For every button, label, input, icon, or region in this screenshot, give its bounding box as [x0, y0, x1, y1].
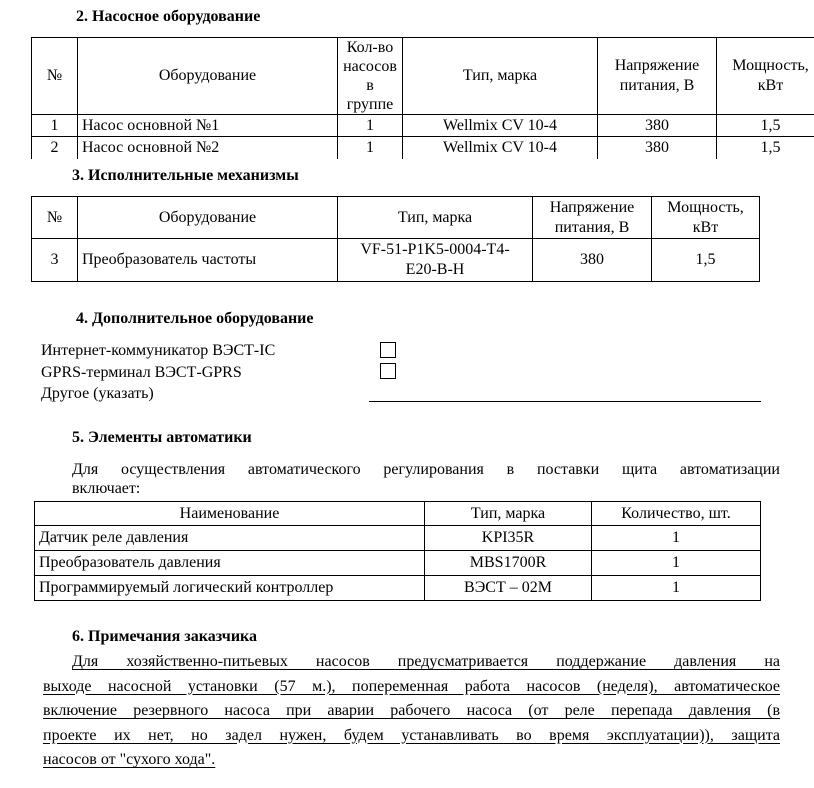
- automation-intro-line1: Для осуществления автоматического регулирования в поставки щита автоматизации: [72, 461, 780, 478]
- cell-qty: 1: [592, 551, 761, 576]
- cell-voltage: 380: [598, 115, 717, 137]
- extra-item-gprs-checkbox[interactable]: [380, 363, 396, 379]
- table-header-row: [32, 197, 760, 239]
- cell-type: MBS1700R: [425, 551, 592, 576]
- notes-paragraph: [43, 650, 780, 773]
- section-title-pumps: 2. Насосное оборудование: [76, 8, 261, 25]
- header-no: №: [32, 38, 78, 115]
- cell-power: 1,5: [717, 115, 814, 137]
- header-name: Наименование: [35, 502, 425, 526]
- header-power: Мощность, кВт: [652, 197, 760, 239]
- cell-name: Датчик реле давления: [35, 526, 425, 551]
- section-title-extra: 4. Дополнительное оборудование: [76, 310, 314, 327]
- automation-intro-line2: включает:: [72, 480, 141, 497]
- cell-equipment: Насос основной №1: [78, 115, 338, 137]
- notes-line: насосов от "сухого хода".: [43, 751, 216, 768]
- cell-name: Преобразователь давления: [35, 551, 425, 576]
- extra-other-label: Другое (указать): [41, 385, 154, 402]
- cell-count: 1: [338, 115, 403, 137]
- cell-equipment: Насос основной №2: [78, 137, 338, 159]
- cell-no: 3: [32, 239, 78, 282]
- table-row: [35, 576, 761, 601]
- cell-type: Wellmix CV 10-4: [403, 137, 598, 159]
- header-voltage: Напряжение питания, В: [533, 197, 652, 239]
- cell-type: Wellmix CV 10-4: [403, 115, 598, 137]
- section-title-automation: 5. Элементы автоматики: [72, 429, 252, 446]
- cell-qty: 1: [592, 526, 761, 551]
- extra-item-ic-label: Интернет-коммуникатор ВЭСТ-IC: [41, 342, 276, 359]
- cell-power: 1,5: [717, 137, 814, 159]
- cell-no: 2: [32, 137, 78, 159]
- cell-qty: 1: [592, 576, 761, 601]
- header-equipment: Оборудование: [78, 197, 338, 239]
- cell-count: 1: [338, 137, 403, 159]
- extra-item-ic-checkbox[interactable]: [380, 342, 396, 358]
- table-row: [35, 526, 761, 551]
- cell-no: 1: [32, 115, 78, 137]
- header-voltage: Напряжение питания, В: [598, 38, 717, 115]
- header-equipment: Оборудование: [78, 38, 338, 115]
- automation-table: [34, 501, 761, 601]
- notes-line: выходе насосной установки (57 м.), попеременная работа насосов (неделя), автоматическое: [43, 677, 780, 695]
- header-power: Мощность, кВт: [717, 38, 814, 115]
- header-no: №: [32, 197, 78, 239]
- cell-type: ВЭСТ – 02М: [425, 576, 592, 601]
- cell-power: 1,5: [652, 239, 760, 282]
- header-type: Тип, марка: [403, 38, 598, 115]
- actuators-table: [31, 196, 760, 282]
- cell-equipment: Преобразователь частоты: [78, 239, 338, 282]
- header-type: Тип, марка: [425, 502, 592, 526]
- cell-type: KPI35R: [425, 526, 592, 551]
- pumps-table: [31, 37, 814, 159]
- extra-item-gprs-label: GPRS-терминал ВЭСТ-GPRS: [41, 364, 242, 381]
- table-row: [35, 551, 761, 576]
- section-title-actuators: 3. Исполнительные механизмы: [72, 167, 299, 184]
- table-header-row: [35, 502, 761, 526]
- table-header-row: [32, 38, 814, 115]
- notes-line: проекте их нет, но задел нужен, будем устанавливать во время эксплуатации)), защита: [43, 726, 780, 744]
- cell-voltage: 380: [598, 137, 717, 159]
- table-row: [32, 137, 814, 159]
- header-qty: Количество, шт.: [592, 502, 761, 526]
- extra-other-input-line[interactable]: [369, 401, 761, 402]
- notes-line: Для хозяйственно-питьевых насосов предусматривается поддержание давления на: [72, 653, 780, 670]
- table-row: [32, 115, 814, 137]
- table-row: [32, 239, 760, 282]
- section-title-notes: 6. Примечания заказчика: [72, 628, 258, 645]
- cell-type: VF-51-P1K5-0004-T4- E20-B-H: [338, 239, 533, 282]
- cell-name: Программируемый логический контроллер: [35, 576, 425, 601]
- cell-voltage: 380: [533, 239, 652, 282]
- notes-line: включение резервного насоса при аварии рабочего насоса (от реле перепада давления (в: [43, 702, 780, 719]
- header-type: Тип, марка: [338, 197, 533, 239]
- header-count: Кол-во насосов в группе: [338, 38, 403, 115]
